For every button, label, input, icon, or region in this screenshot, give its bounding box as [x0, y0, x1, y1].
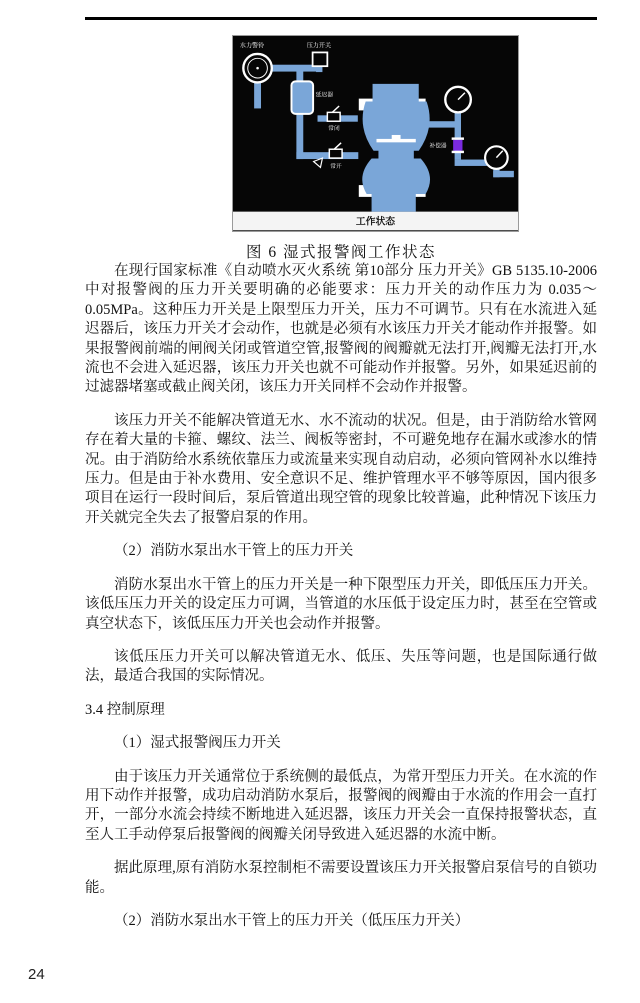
- pressure-switch-label: 压力开关: [306, 42, 332, 50]
- bell-label: 水力警铃: [239, 42, 265, 50]
- page-number: 24: [28, 966, 45, 983]
- pressure-gauge-bottom: [485, 146, 508, 169]
- water-alarm-bell: [243, 54, 272, 83]
- paragraph-6: 据此原理,原有消防水泵控制柜不需要设置该压力开关报警启泵信号的自锁功能。: [85, 860, 597, 896]
- pressure-gauge-top: [445, 87, 471, 113]
- paragraph-1: 在现行国家标准《自动喷水灭火系统 第10部分 压力开关》GB 5135.10-2006中对报警阀的压力开关要明确的必能要求：压力开关的动作压力为 0.035～0.05MPa。这种压力开关是上限型压力开关，压力不可调节。只有在水流进入延迟器后，该压力开关才会动作，也就是必须有水该压力开关才能动作并报警。如果报警阀前端的闸阀关闭或管道空管,报警阀的阀瓣就无法打开,阀瓣无法打开,水流也不会进入延迟器，该压力开关也就不可能动作并报警。另外，如果延迟前的过滤器堵塞或截止阀关闭，该压力开关同样不会动作并报警。: [85, 263, 597, 396]
- top-rule: [85, 17, 597, 20]
- normally-closed-label: 常闭: [328, 126, 340, 133]
- paragraph-3: 消防水泵出水干管上的压力开关是一种下限型压力开关，即低压压力开关。该低压压力开关的设定压力可调，当管道的水压低于设定压力时，甚至在空管或真空状态下，该低压压力开关也会动作并报警。: [85, 576, 597, 632]
- diagram-svg: [233, 36, 518, 231]
- subheading-wet-alarm-valve-switch: （1）湿式报警阀压力开关: [114, 735, 281, 752]
- wet-alarm-valve-diagram: [232, 35, 519, 232]
- clapper: [376, 139, 415, 142]
- figure-caption: 图 6 湿式报警阀工作状态: [245, 244, 436, 261]
- compensator-label: 补偿器: [429, 143, 447, 150]
- subheading-low-pressure-switch: （2）消防水泵出水干管上的压力开关（低压压力开关）: [114, 912, 470, 929]
- subheading-pump-outlet-switch: （2）消防水泵出水干管上的压力开关: [114, 543, 354, 560]
- diagram-title: 工作状态: [355, 216, 396, 228]
- paragraph-4: 该低压压力开关可以解决管道无水、低压、失压等问题，也是国际通行做法，最适合我国的实际情况。: [85, 648, 597, 685]
- document-body: [85, 262, 597, 945]
- paragraph-5: 由于该压力开关通常位于系统侧的最低点，为常开型压力开关。在水流的作用下动作并报警，成功启动消防水泵后，报警阀的阀瓣由于水流的作用会一直打开，一部分水流会持续不断地进入延迟器，该压力开关会一直保持报警状态，直至人工手动停泵后报警阀的阀瓣关闭导致进入延迟器的水流中断。: [85, 768, 597, 843]
- retarder-box: [291, 81, 313, 113]
- normally-open-label: 常开: [330, 163, 342, 170]
- paragraph-2: 该压力开关不能解决管道无水、水不流动的状况。但是，由于消防给水管网存在着大量的卡箍、螺纹、法兰、阀板等密封，不可避免地存在漏水或渗水的情况。由于消防给水系统依靠压力或流量来实现自动启动，必须向管网补水以维持压力。但是由于补水费用、安全意识不足、维护管理水平不够等原因，国内很多项目在运行一段时间后，泵后管道出现空管的现象比较普遍，此种情况下该压力开关就完全失去了报警启泵的作用。: [85, 412, 597, 526]
- compensator: [452, 137, 464, 153]
- retarder-label: 延迟器: [315, 92, 334, 99]
- section-heading-3-4: 3.4 控制原理: [85, 701, 165, 718]
- pressure-switch-box: [313, 52, 328, 66]
